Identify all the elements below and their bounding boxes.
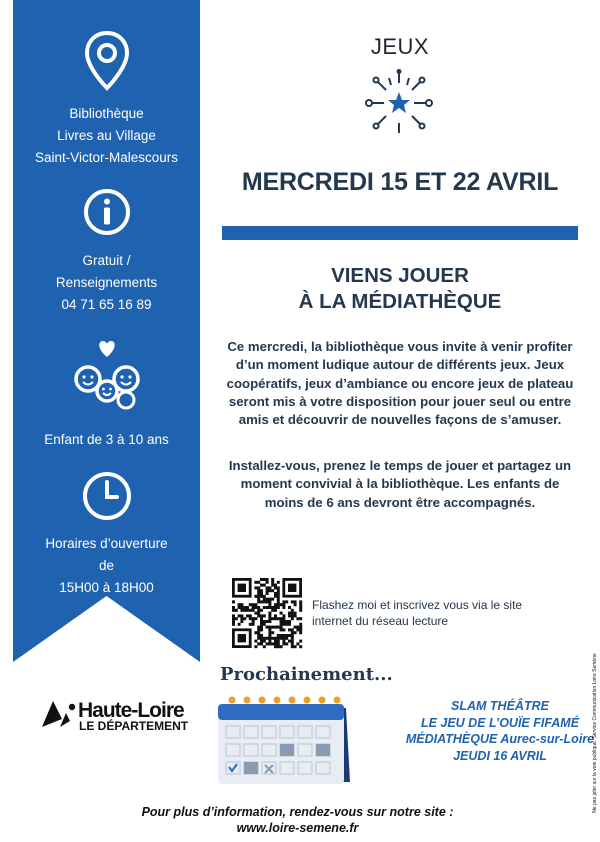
library-type: Bibliothèque	[69, 106, 144, 121]
footer	[0, 804, 595, 836]
info-label: Renseignements	[55, 275, 158, 290]
clock-icon	[13, 471, 200, 521]
event-date-next: JEUDI 16 AVRIL	[453, 748, 547, 763]
upcoming-event	[400, 698, 600, 764]
headline-line-2: À LA MÉDIATHÈQUE	[298, 290, 502, 313]
legal-notice	[590, 640, 598, 830]
qr-instructions: Flashez moi et inscrivez vous via le site internet du réseau lecture	[312, 598, 523, 628]
library-name: Livres au Village	[57, 128, 156, 143]
event-date: MERCREDI 15 ET 22 AVRIL	[241, 168, 559, 196]
divider-bar	[222, 226, 578, 240]
hours-label: Horaires d’ouverture	[45, 536, 168, 551]
category-title: JEUX	[370, 34, 430, 59]
headline-line-1: VIENS JOUER	[331, 264, 469, 287]
audience-age: Enfant de 3 à 10 ans	[44, 432, 169, 447]
logo-subtitle: LE DÉPARTEMENT	[79, 719, 189, 733]
phone-number: 04 71 65 16 89	[61, 297, 152, 312]
opening-hours	[13, 533, 200, 599]
hours-range: 15H00 à 18H00	[59, 580, 154, 595]
star-burst-icon	[364, 70, 434, 141]
location-pin-icon	[13, 30, 200, 92]
description-paragraph-1: Ce mercredi, la bibliothèque vous invite à venir profiter d’un moment ludique autour de différents jeux. Jeux coopératifs, jeux d’ambiance ou encore jeux de plateau seront mis à votre disposition pour jouer seul ou entre amis et découvrir de nouvelles façons de s’amuser.	[226, 339, 574, 428]
headline	[240, 263, 560, 315]
info-icon	[13, 188, 200, 236]
contact-info	[13, 250, 200, 316]
website-link[interactable]: www.loire-semene.fr	[236, 821, 359, 835]
qr-code-icon[interactable]	[232, 578, 302, 653]
haute-loire-logo-icon	[40, 699, 76, 734]
upcoming-title: Prochainement...	[220, 664, 393, 685]
legal-notice-text: Ne pas jeter sur la voie publique. Service Communication Loire Semène	[592, 653, 598, 813]
price-label: Gratuit /	[82, 253, 131, 268]
description-paragraph-2: Installez-vous, prenez le temps de jouer et partagez un moment convivial à la bibliothèque. Les enfants de moins de 6 ans devront être accompagnés.	[228, 458, 572, 510]
library-town: Saint-Victor-Malescours	[34, 150, 179, 165]
logo-name: Haute-Loire	[78, 699, 184, 722]
event-venue: MÉDIATHÈQUE Aurec-sur-Loire	[405, 732, 595, 746]
children-icon	[13, 341, 200, 411]
hours-connector: de	[98, 558, 115, 573]
library-address	[13, 103, 200, 169]
event-subtitle: LE JEU DE L’OUÏE FIFAMÉ	[420, 715, 580, 730]
event-title: SLAM THÉÂTRE	[451, 699, 549, 713]
calendar-icon	[214, 690, 354, 795]
footer-text: Pour plus d’information, rendez-vous sur notre site :	[141, 805, 454, 819]
